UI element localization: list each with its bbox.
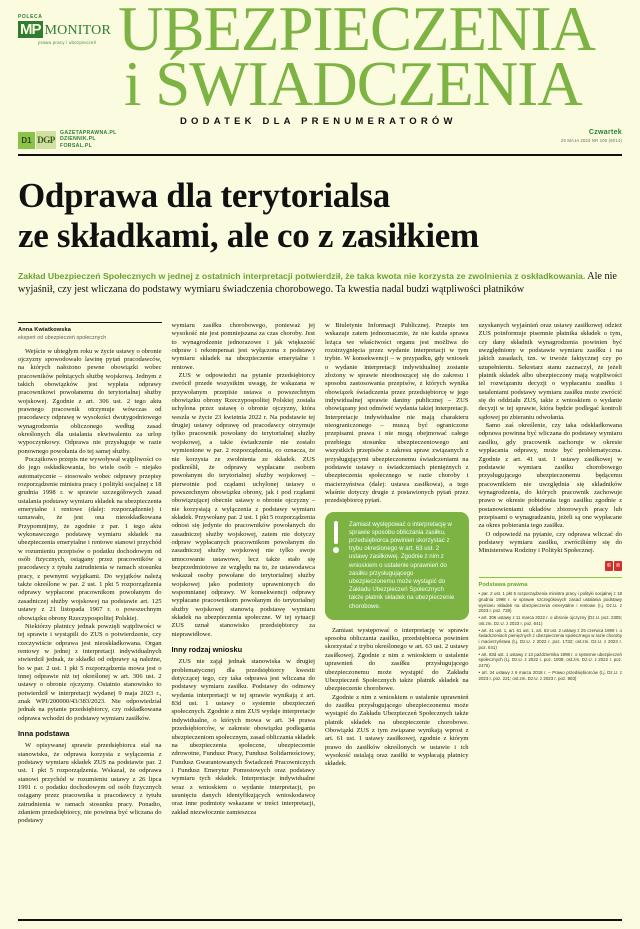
author-name: Anna Kwiatkowska <box>18 327 72 333</box>
headline-line-1: Odprawa dla terytorialsa <box>18 176 390 215</box>
legal-reference-text: • art. 306 ustawy z 11 marca 2022 r. o obronie ojczyzny (Dz.U. poz. 2305; ost.zm. Dz.U. z 2023 r. poz. 641) <box>478 615 622 626</box>
lead-highlight: Zakład Ubezpieczeń Społecznych w jednej z ostatnich interpretacji potwierdził, że taka kwota nie korzysta ze zwolnienia z oskładkowania. <box>18 271 586 281</box>
monitor-wordmark: MONITOR <box>44 23 111 38</box>
headline-line-2: ze składkami, ale co z zasiłkiem <box>18 216 479 255</box>
body-paragraph: wymiaru zasiłku chorobowego, ponieważ jej wysokość nie jest pomniejszana za czas choroby. Jest to wynagrodzenie jednorazowe i jak większość odpraw i rekompensat jest wyłączona z podstawy wymiaru składek na ubezpieczenie emerytalne i rentowe. <box>171 322 315 371</box>
author-role: ekspert od ubezpieczeń społecznych <box>18 334 107 341</box>
body-paragraph: uzyskanych wyjaśnień oraz ustawy zasiłkowej odzież ZUS poinformuje pisemnie płatnika składek o tym, czy dany składnik wynagrodzenia powinien być uwzględniony w podstawie wymiaru zasiłku i na jakich zasadach, tzn. w trwoże faktycznej czy po uzupełnieniu. Sekretarz stanu zaznaczył, że jeżeli płatnik składek albo ubezpieczony mają wątpliwości tel rozwiązaniu decyzji o wypłacaniu zasiłku i ustaleniami podstawy wymiaru zasiłku może zwrócić się do oddziału ZUS, takie z wnioskiem o wydanie decyzji w tej sprawie, która będzie podlegać kontroli sądowej po zbieraniu odwołania. <box>478 322 622 421</box>
monitor-tagline: prawa pracy i ubezpieczeń <box>38 40 97 45</box>
supplement-title <box>118 2 636 127</box>
article-lead <box>18 270 622 296</box>
site-link-gazetaprawna[interactable]: GAZETAPRAWNA.PL <box>60 130 117 136</box>
body-paragraph: ZUS w odpowiedzi na pytanie przedsiębiorcy zwrócił przede wszystkim uwagę, że wskazana w przywołanym przepisie ustawa o powszechnym obowiązku obrony Rzeczypospolitej Polskiej została uchylona przez ustawę o obronie ojczyzny, która weszła w życie 23 kwietnia 2022 r. Na podstawie tej drugiej ustawy odprawę od pracodawcy otrzymuje tylko pracownik powołany do terytorialnej służby wojskowej, a takie świadczenie nie zostało wymienione w par. 2 rozporządzenia, co oznacza, że nie korzysta ze zwolnienia ze składek. ZUS podkreślił, że odprawy wypłacane osobom powołanym do terytorialnej służby wojskowej – pierwotnie pod rządami uchylonej ustawy o powszechnym obowiązku obrony, jak i pod rządami obowiązującej obecnie ustawy o obronie ojczyzny – nie korzystają z wyłączenia z podstawy wymiaru składek. Przywołany par. 2 ust. 1 pkt 5 rozporządzenia odnosi się jedynie do pracowników powołanych do zasadniczej służby wojskowej, zatem nie dotyczy odpraw wypłacanych pracownikom powołanym do zasadniczej służby wojskowej nie tylko swoje umocowanie ustawowe, lecz także stało się bezprzedmiotowe ze względu na to, że ustawodawca wskazał osoby powołane do terytorialnej służby wojskowej jako podmioty uprawnionych do wspomnianej odprawy. W konsekwencji odprawy wypłacane pracownikom powołanym do terytorialnej służby wojskowej stanowią podstawę wymiaru składek na ubezpieczenia społeczne. W tej sytuacji ZUS uznał stanowisko przedsiębiorcy za nieprawidłowe. <box>171 372 315 638</box>
article-column <box>172 322 316 922</box>
legal-reference-text: • par. 2 ust. 1 pkt 5 rozporządzenia ministra pracy i polityki socjalnej z 18 grudnia 1998 r. w sprawie szczegółowych zasad ustalania podstawy wymiaru składek na ubezpieczenia emerytalne i rentowe (t.j. Dz.U. z 2023 r. poz. 728) <box>478 591 622 614</box>
body-paragraph: ZUS nie zajął jednak stanowiska w drugiej problematycznej dla przedsiębiorcy kwestii dotyczącej tego, czy taka odprawa jest wliczana do podstawy wymiaru zasiłku. Podstawy do odmowy wydania interpretacji w tej sprawie wynikają z art. 83d ust. 1 ustawy o systemie ubezpieczeń społecznych. Zgodnie z nim ZUS wydaje interpretacje indywidualne, o których mowa w art. 34 prawa przedsiębiorców, w zakresie obowiązku podlegania ubezpieczeniom społecznym, zasad obliczania składek na ubezpieczenia społeczne, ubezpieczenie zdrowotne, Fundusz Pracy, Fundusz Solidarnościowy, Fundusz Gwarantowanych Świadczeń Pracowniczych i Fundusz Emerytur Pomostowych oraz podstawy wymiaru tych składek. Interpretacje indywidualne wraz z wnioskiem o wydanie interpretacji, po usunięciu danych identyfikujących wnioskodawcę oraz inne podmioty wskazane w treści interpretacji, zakład niezwłocznie zamieszcza <box>171 658 315 816</box>
body-paragraph: W opisywanej sprawie przedsiębiorca stał na stanowisku, że odprawa korzysta z wyłączenia z podstawy wymiaru składek ZUS na podstawie par. 2 ust. 1 pkt 5 rozporządzenia. Wskazał, że odprawa stanowi przychód w rozumieniu ustawy z 26 lipca 1991 r. o podatku dochodowym od osób fizycznych osiągany przez pracownika u pracodawcy z tytułu zatrudnienia w ramach stosunku pracy. Ponadto, zdaniem przedsiębiorcy, nie powinna być wliczana do podstawy <box>18 742 162 825</box>
column-body <box>172 322 316 817</box>
masthead <box>0 0 640 128</box>
byline-divider <box>18 322 162 323</box>
copyright-mark-icon: © <box>605 561 613 571</box>
legal-reference <box>479 591 623 613</box>
legal-reference <box>479 615 623 626</box>
legal-divider <box>479 577 623 578</box>
body-paragraph: Zgodnie z nim z wnioskiem o ustalenie uprawnień do zasiłku przysługującego ubezpieczonemu może wystąpić do Zakładu Ubezpieczeń Społecznych także płatnik składek na ubezpieczenie chorobowe. Obowiązki ZUS z tym związane wynikają wprost z art. 61 ust. 1 ustawy zasiłkowej, zgodnie z którym prawo do zasiłków określonych w ustawie i ich wysokość ustalają oraz zasiłki te wypłacają płatnicy składek. <box>325 693 469 768</box>
body-paragraph: Początkowo przepis nie wywoływał wątpliwości co do jego oskładkowania, bo wiele osób – niejako automatycznie – stosowało wobec odprawy przepisy rozporządzenie ministra pracy i polityki socjalnej z 18 grudnia 1998 r. w sprawie szczegółowych zasad ustalania podstawy wymiaru składek na ubezpieczenia emerytalne i rentowe (dalej: rozporządzenie) i uznawało, że jest ona nieoskładkowana Przypomnijmy, że zgodnie z par. 1 tego aktu wykonawczego podstawę wymiaru składek na ubezpieczenia emerytalne i rentowe stanowi przychód w rozumieniu przepisów o podatku dochodowym od osób fizycznych, osiągany przez pracowników u pracodawcy z tytułu zatrudnienia w ramach stosunku pracy, z pewnymi wyjątkami. Do wyjątków należą także określone w par. 2 ust. 1 pkt 5 rozporządzenia odprawy wypłacone pracownikom powołanym do zasadniczej służby wojskowej na podstawie art. 125 ustawy z 21 listopada 1967 r. o powszechnym obowiązku obrony Rzeczypospolitej Polskiej. <box>18 455 162 622</box>
dgp-website-list <box>60 130 117 149</box>
page-number-badge: D1 <box>18 132 35 149</box>
article-headline <box>18 176 622 256</box>
site-link-dziennik[interactable]: DZIENNIK.PL <box>60 136 96 143</box>
copyright-mark-icon: ℗ <box>614 561 622 571</box>
body-paragraph: Niektórzy płatnicy jednak powzięli wątpliwości w tej sprawie i wystąpili do ZUS o potwierdzenie, czy rzeczywiście odprawa jest nieoskładkowana. Organ rentowy w jednej z interpretacji indywidualnych stwierdził jednak, że składki od odprawy są należne, bo w par. 2 ust. 1 pkt 5 rozporządzenia mowa jest o innej odprawie niż tej określonej w art. 306 ust. 2 ustawy o obronie ojczyzny. Ostatnio stanowisko to potwierdził w interpretacji wydanej 9 maja 2023 r., znak WPI/200000/43/383/2023. Nie odpowiedział jednak na pytanie przedsiębiorcy, czy oskładkowana odprawa wchodzi do podstawy wymiaru zasiłków. <box>18 622 162 722</box>
lead-rest: Ale nie wyjaśnił, czy jest wliczana do podstawy wymiaru świadczenia chorobowego. Ta kwestia nadal budzi wątpliwości płatników <box>18 271 617 296</box>
callout-text: Zamiast występować o interpretację w sprawie sposobu obliczania zasiłku, przedsiębiorca powinien skorzystać z trybu określonego w art. 63 ust. 2 ustawy zasiłkowej. Zgodnie z nim z wnioskiem o ustalenie uprawnień do zasiłku przysługującego ubezpieczonemu może wystąpić do Zakładu Ubezpieczeń Społecznych także płatnik składek na ubezpieczenie chorobowe. <box>349 520 455 610</box>
column-body <box>18 348 162 826</box>
monitor-logo[interactable] <box>18 14 126 45</box>
issue-datestamp: 25 MAJA 2023 NR 100 (6014) <box>560 138 622 143</box>
article-columns <box>18 322 622 922</box>
title-line-2: i ŚWIADCZENIA <box>124 49 582 119</box>
section-subheading: Inna podstawa <box>18 728 70 738</box>
article-column <box>18 322 162 922</box>
body-paragraph: Wejście w ubiegłym roku w życie ustawy o obronie ojczyzny spowodowało lawinę pytań pracodawców, na których nałożono pewne obowiązki wobec pracowników pełniących służbę wojskową. Jednym z takich obowiązków jest wypłata odprawy pracownikowi powołanemu do terytorialnej służby wojskowej. Zgodnie z art. 306 ust. 2 tego aktu prawnego pracownik otrzymuje wówczas od pracodawcy odprawę w wysokości dwutygodniowego wynagrodzenia obliczonego według zasad określonych dla ustalania ekwiwalentu za urlop wypoczynkowy. Odprawa nie przysługuje w razie ponownego powołania do tej samej służby. <box>18 347 162 455</box>
poleca-label: POLECA <box>18 14 43 20</box>
legal-reference <box>479 628 623 650</box>
legal-reference-text: • art. 34 ustawy z 6 marca 2018 r. – Prawo przedsiębiorców (t.j. Dz.U. z 2023 r. poz. 221; ost.zm. Dz.U. z 2023 r. poz. 803) <box>478 670 622 681</box>
section-subheading: Inny rodzaj wniosku <box>171 645 243 655</box>
column-body <box>479 322 623 681</box>
body-paragraph: Zamiast występować o interpretację w sprawie sposobu obliczania zasiłku, przedsiębiorca powinien skorzystać z trybu określonego w art. 63 ust. 2 ustawy zasiłkowej. Zgodnie z nim z wnioskiem o ustalenie uprawnień do zasiłku przysługującego ubezpieczonemu może wystąpić do Zakładu Ubezpieczeń Społecznych także płatnik składek na ubezpieczenie chorobowe. <box>325 626 469 693</box>
legal-reference-text: • art. 41 ust. 1, art. 61 ust. 1, art. 63 ust. 2 ustawy z 25 czerwca 1999 r. o świadczeniach pieniężnych z ubezpieczenia społecznego w razie choroby i macierzyństwa (t.j. Dz.U. z 2022 r. poz. 1732; ost.zm. Dz.U. z 2023 r. poz. 641) <box>478 627 623 650</box>
body-paragraph: O odpowiedź na pytanie, czy odprawa wliczać do podstawy wymiaru zasiłku, zwróciliśmy się do Ministerstwa Rodziny i Polityki Społecznej. <box>478 530 622 555</box>
body-paragraph: Samo zaś określenie, czy taka odskładkowana odprawa powinna być wliczana do podstawy wymiaru zasiłku, gdy pracownik zachoruje w okresie wypłacania odprawy, może być problematyczna. Zgodnie z art. 41 ust. 1 ustawy zasiłkowej w podstawie wymiaru zasiłku chorobowego przysługującego ubezpieczonemu będącemu pracownikiem nie uwzględnia się składników wynagrodzenia, do których pracownik zachowuje prawo w okresie pobierania tego zasiłku zgodnie z postanowieniami układów zbiorowych pracy lub przepisami o wynagradzaniu, jeżeli są one wypłacane za okres pobierania tego zasiłku. <box>478 422 622 530</box>
highlight-callout-box <box>325 512 469 620</box>
info-bar <box>18 128 622 162</box>
header-divider <box>18 154 622 157</box>
body-paragraph: w Biuletynie Informacji Publicznej. Przepis ten wskazuje zatem jednoznacznie, że nie każda sprawa leżąca we właściwości organu jest możliwa do rozstrzygnięcia przez wydanie interpretacji w tym trybie. W konsekwencji – w przypadku, gdy wniosek o wydanie interpretacji indywidualnej zostanie złożony w sprawie nieodnoszącej się do zakresu i sposobu zastosowania przepisów, z których wynika obowiązek świadczenia przez przedsiębiorcę w jego indywidualnej sprawie daniny publicznej – ZUS obowiązany jest odmówić wydania takiej interpretacji. Interpretacje indywidualne nie mają charakteru nieograniczonego – muszą być ograniczone przepisami prawa i nie mogą obejmować całego przebiegu stosunku ubezpieczeniowego ani wszystkich przepisów z zakresu spraw związanych z przysługującymi ubezpieczonemu świadczeniami na podstawie ustawy o świadczeniach pieniężnych z ubezpieczenia społecznego w razie choroby i macierzyństwa (dalej: ustawa zasiłkowa), a tego właśnie dotyczy drugie z postawionych pytań przez przedsiębiorcę pytań. <box>325 322 469 505</box>
site-link-forsal[interactable]: FORSAL.PL <box>60 142 93 149</box>
legal-reference <box>479 652 623 669</box>
supplement-subtitle: DODATEK DLA PRENUMERATORÓW <box>180 116 457 127</box>
copyright-signoff <box>479 561 623 571</box>
footer-divider <box>18 919 622 921</box>
article-column <box>325 322 469 922</box>
exclamation-icon <box>332 521 340 553</box>
legal-basis-heading: Podstawa prawna <box>478 581 528 588</box>
title-line-1: UBEZPIECZENIA <box>118 0 595 64</box>
monitor-logo-row <box>18 21 126 38</box>
date-block <box>561 129 622 143</box>
legal-reference <box>479 670 623 681</box>
column-body <box>325 322 469 769</box>
dgp-logo[interactable]: DGP <box>36 131 56 149</box>
weekday-label: Czwartek <box>588 129 622 136</box>
mp-mark-icon: MP <box>20 21 41 38</box>
article-column <box>479 322 623 922</box>
legal-reference-text: • art. 83d ust. 1 ustawy z 13 października 1998 r. o systemie ubezpieczeń społecznych (t.j. Dz.U. z 2022 r. poz. 1009; ost.zm. Dz.U. z 2022 r. poz. 2476) <box>478 651 622 668</box>
